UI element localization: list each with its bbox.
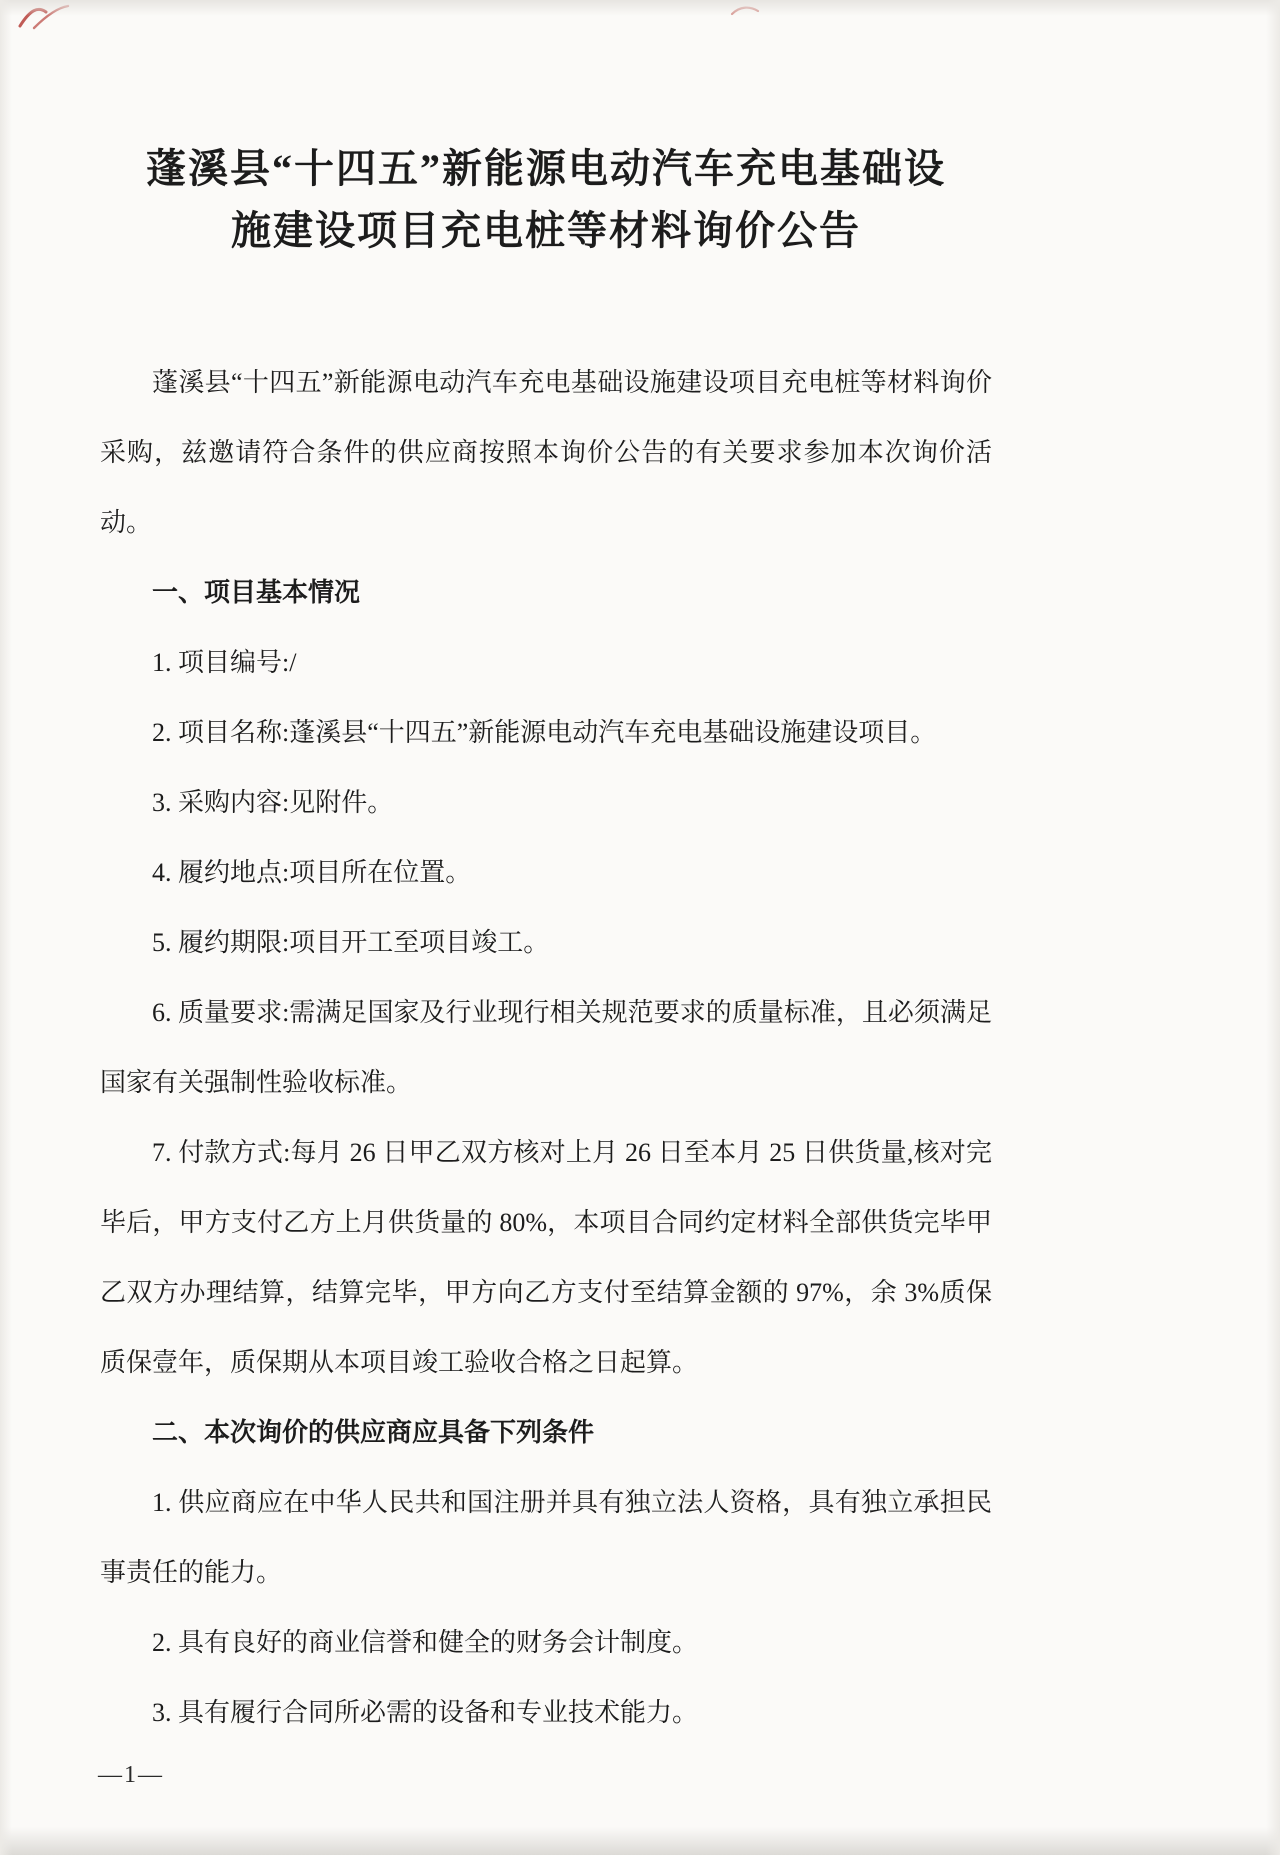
section2-item-capability: 3. 具有履行合同所必需的设备和专业技术能力。 — [152, 1698, 699, 1727]
section1-item-project-number: 1. 项目编号:/ — [152, 648, 297, 677]
section1-item-payment-terms: 7. 付款方式:每月 26 日甲乙双方核对上月 26 日至本月 25 日供货量,核对完毕后，甲方支付乙方上月供货量的 80%，本项目合同约定材料全部供货完毕甲乙双方办理结算，结算完毕，甲方向乙方支付至结算金额的 97%，余 3%质保质保壹年，质保期从本项目竣工验收合格之日起算。 — [100, 1138, 992, 1377]
section2-item-credit: 2. 具有良好的商业信誉和健全的财务会计制度。 — [152, 1628, 699, 1657]
scan-edge-top — [0, 0, 1280, 16]
section1-item-project-name: 2. 项目名称:蓬溪县“十四五”新能源电动汽车充电基础设施建设项目。 — [152, 718, 937, 747]
document-title — [100, 138, 992, 262]
section2-heading: 二、本次询价的供应商应具备下列条件 — [152, 1418, 595, 1447]
red-pen-mark-icon — [16, 0, 80, 32]
red-ink-dot-icon — [728, 2, 762, 20]
section1-item-performance-period: 5. 履约期限:项目开工至项目竣工。 — [152, 928, 550, 957]
scan-edge-left — [0, 0, 12, 1855]
scan-edge-bottom — [0, 1827, 1280, 1855]
section2-item-legal-person: 1. 供应商应在中华人民共和国注册并具有独立法人资格，具有独立承担民事责任的能力。 — [100, 1488, 992, 1587]
intro-paragraph: 蓬溪县“十四五”新能源电动汽车充电基础设施建设项目充电桩等材料询价采购，兹邀请符合条件的供应商按照本询价公告的有关要求参加本次询价活动。 — [100, 368, 992, 537]
page-number: —1— — [98, 1762, 164, 1788]
section1-heading: 一、项目基本情况 — [152, 578, 361, 607]
title-line-2: 施建设项目充电桩等材料询价公告 — [231, 208, 861, 253]
document-body — [100, 138, 992, 1748]
section1-item-quality-requirements: 6. 质量要求:需满足国家及行业现行相关规范要求的质量标准，且必须满足国家有关强制性验收标准。 — [100, 998, 992, 1097]
scan-edge-right — [1266, 0, 1280, 1855]
section1-item-procurement-content: 3. 采购内容:见附件。 — [152, 788, 394, 817]
section1-item-performance-place: 4. 履约地点:项目所在位置。 — [152, 858, 472, 887]
title-line-1: 蓬溪县“十四五”新能源电动汽车充电基础设 — [146, 146, 946, 191]
